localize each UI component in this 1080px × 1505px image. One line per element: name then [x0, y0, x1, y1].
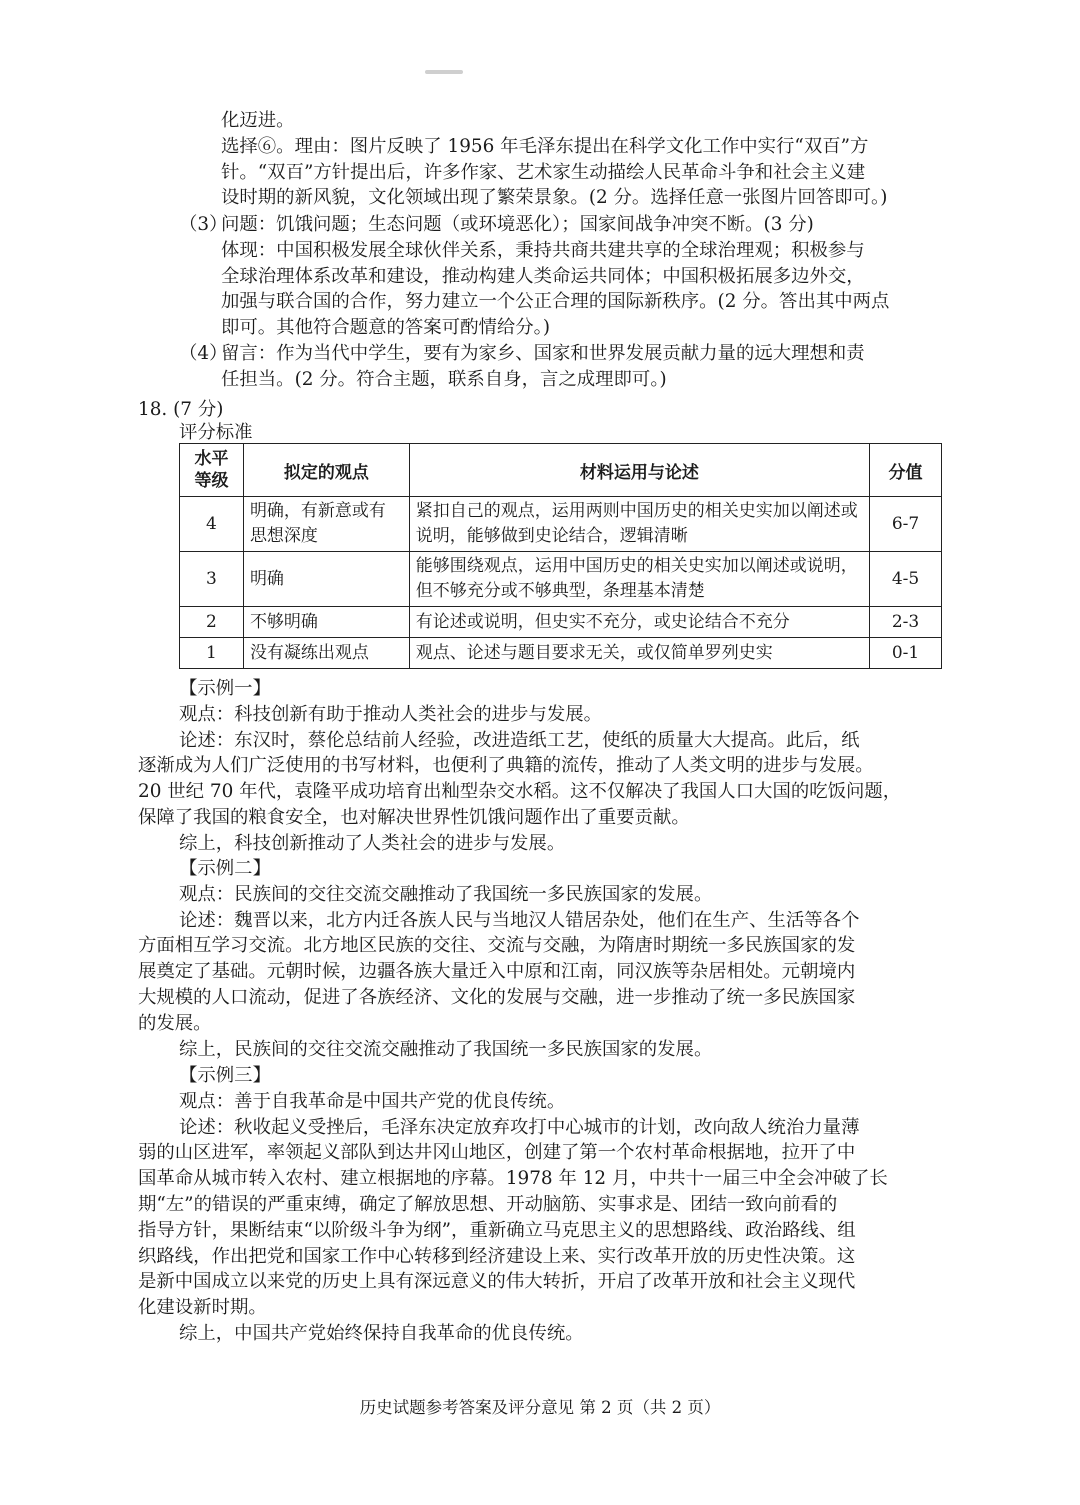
line: 逐渐成为人们广泛使用的书写材料，也便利了典籍的流传，推动了人类文明的进步与发展。: [138, 755, 874, 777]
example-1: [138, 676, 901, 857]
line: 20 世纪 70 年代，袁隆平成功培育出籼型杂交水稻。这不仅解决了我国人口大国的吃饭问题，: [138, 781, 902, 803]
line: 保障了我国的粮食安全，也对解决世界性饥饿问题作出了重要贡献。: [138, 806, 690, 828]
cell-viewpoint: 不够明确: [243, 607, 409, 638]
example-summary: 综上，中国共产党始终保持自我革命的优良传统。: [179, 1322, 584, 1344]
cell-viewpoint: 明确: [243, 552, 409, 607]
cell-viewpoint: 没有凝练出观点: [243, 638, 409, 669]
line: 设时期的新风貌，文化领域出现了繁荣景象。(2 分。选择任意一张图片回答即可。): [221, 187, 888, 209]
line: 化迈进。: [221, 110, 295, 131]
example-summary: 综上，科技创新推动了人类社会的进步与发展。: [179, 832, 566, 854]
cell-score: 6-7: [870, 497, 942, 552]
cell-viewpoint: 明确，有新意或有思想深度: [243, 497, 409, 552]
cell-score: 4-5: [870, 552, 942, 607]
line: 针。“双百”方针提出后，许多作家、艺术家生动描绘人民革命斗争和社会主义建: [221, 161, 866, 183]
line: 论述：东汉时，蔡伦总结前人经验，改进造纸工艺，使纸的质量大大提高。此后，纸: [179, 729, 860, 751]
line: 是新中国成立以来党的历史上具有深远意义的伟大转折，开启了改革开放和社会主义现代: [138, 1271, 856, 1293]
header-material: 材料运用与论述: [409, 444, 869, 497]
part3-body: [221, 212, 889, 341]
part4-label: （4）: [179, 343, 228, 364]
line: 任担当。(2 分。符合主题，联系自身，言之成理即可。): [221, 368, 667, 390]
line: 方面相互学习交流。北方地区民族的交往、交流与交融，为隋唐时期统一多民族国家的发: [138, 935, 856, 957]
line: 论述：秋收起义受挫后，毛泽东决定放弃攻打中心城市的计划，改向敌人统治力量薄: [179, 1116, 860, 1138]
header-score: 分值: [870, 444, 942, 497]
page-footer: 历史试题参考答案及评分意见 第 2 页（共 2 页）: [359, 1398, 721, 1417]
cell-material: 能够围绕观点，运用中国历史的相关史实加以阐述或说明，但不够充分或不够典型，条理基本清楚: [409, 552, 869, 607]
part4-body: [221, 341, 865, 393]
example-view: 观点：科技创新有助于推动人类社会的进步与发展。: [179, 703, 602, 725]
cell-score: 0-1: [870, 638, 942, 669]
header-level: 水平 等级: [180, 444, 244, 497]
example-title: 【示例三】: [179, 1065, 271, 1086]
line: 全球治理体系改革和建设，推动构建人类命运共同体；中国积极拓展多边外交，: [221, 265, 865, 287]
cell-material: 观点、论述与题目要求无关，或仅简单罗列史实: [409, 638, 869, 669]
table-row: [180, 638, 942, 669]
criteria-label: 评分标准: [179, 422, 253, 443]
line: 留言：作为当代中学生，要有为家乡、国家和世界发展贡献力量的远大理想和责: [221, 343, 865, 364]
header-viewpoint: 拟定的观点: [243, 444, 409, 497]
example-title: 【示例二】: [179, 858, 271, 879]
line: 展奠定了基础。元朝时候，边疆各族大量迁入中原和江南，同汉族等杂居相处。元朝境内: [138, 961, 856, 983]
line: 选择⑥。理由：图片反映了 1956 年毛泽东提出在科学文化工作中实行“双百”方: [221, 135, 869, 157]
table-row: [180, 497, 942, 552]
line: 论述：魏晋以来，北方内迁各族人民与当地汉人错居杂处，他们在生产、生活等各个: [179, 909, 860, 931]
scoring-table: [179, 443, 942, 669]
scan-smudge: [425, 70, 463, 74]
example-2: [138, 856, 859, 1062]
part3-label: （3）: [179, 214, 228, 235]
cell-score: 2-3: [870, 607, 942, 638]
line: 弱的山区进军，率领起义部队到达井冈山地区，创建了第一个农村革命根据地，拉开了中: [138, 1142, 856, 1164]
example-view: 观点：民族间的交往交流交融推动了我国统一多民族国家的发展。: [179, 883, 713, 905]
example-view: 观点：善于自我革命是中国共产党的优良传统。: [179, 1090, 566, 1112]
line: 的发展。: [138, 1012, 212, 1034]
table-row: [180, 607, 942, 638]
example-title: 【示例一】: [179, 678, 271, 699]
question-18-title: 18. (7 分): [138, 399, 224, 420]
line: 化建设新时期。: [138, 1297, 267, 1319]
line: 期“左”的错误的严重束缚，确定了解放思想、开动脑筋、实事求是、团结一致向前看的: [138, 1193, 838, 1215]
table-row: [180, 552, 942, 607]
line: 国革命从城市转入农村、建立根据地的序幕。1978 年 12 月，中共十一届三中全会冲破了长: [138, 1168, 888, 1190]
table-header-row: [180, 444, 942, 497]
example-3: [138, 1063, 888, 1347]
line: 问题：饥饿问题；生态问题（或环境恶化）；国家间战争冲突不断。(3 分): [221, 214, 814, 235]
cell-level: 4: [180, 497, 244, 552]
cell-level: 1: [180, 638, 244, 669]
line: 加强与联合国的合作，努力建立一个公正合理的国际新秩序。(2 分。答出其中两点: [221, 291, 890, 313]
example-summary: 综上，民族间的交往交流交融推动了我国统一多民族国家的发展。: [179, 1038, 713, 1060]
line: 大规模的人口流动，促进了各族经济、文化的发展与交融，进一步推动了统一多民族国家: [138, 986, 856, 1008]
line: 体现：中国积极发展全球伙伴关系，秉持共商共建共享的全球治理观；积极参与: [221, 239, 865, 261]
continuation-text: [221, 108, 887, 211]
cell-level: 2: [180, 607, 244, 638]
cell-level: 3: [180, 552, 244, 607]
line: 织路线，作出把党和国家工作中心转移到经济建设上来、实行改革开放的历史性决策。这: [138, 1245, 856, 1267]
cell-material: 有论述或说明，但史实不充分，或史论结合不充分: [409, 607, 869, 638]
line: 即可。其他符合题意的答案可酌情给分。): [221, 317, 551, 339]
line: 指导方针，果断结束“以阶级斗争为纲”，重新确立马克思主义的思想路线、政治路线、组: [138, 1219, 856, 1241]
cell-material: 紧扣自己的观点，运用两则中国历史的相关史实加以阐述或说明，能够做到史论结合，逻辑清晰: [409, 497, 869, 552]
